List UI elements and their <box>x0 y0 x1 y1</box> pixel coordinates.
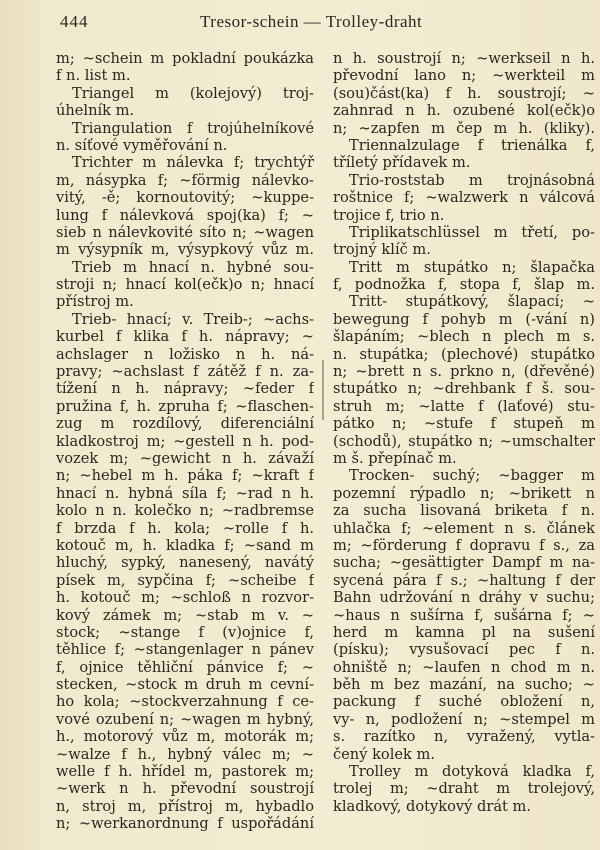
text-line: hluchý, sypký, nanesený, navátý <box>56 554 314 572</box>
text-line: Trocken- suchý; ~bagger m <box>349 467 595 485</box>
text-line: s. razítko n, vyražený, vytla- <box>333 728 595 746</box>
text-line: stroji n; hnací kol(ečk)o n; hnací <box>56 276 314 294</box>
left-column <box>56 50 314 833</box>
text-line: Trieb- hnací; v. Treib-; ~achs- <box>72 310 314 328</box>
text-line: sycená pára f s.; ~haltung f der <box>333 571 595 589</box>
page-header <box>0 6 600 36</box>
text-line: ohniště n; ~laufen n chod m n. <box>333 658 595 676</box>
text-line: n; ~zapfen m čep m h. (kliky). <box>333 119 595 137</box>
text-line: ho kola; ~stockverzahnung f ce- <box>56 693 314 711</box>
text-line: hnací n. hybná síla f; ~rad n h. <box>56 484 314 502</box>
text-line: převodní lano n; ~werkteil m <box>333 67 595 85</box>
text-line: uhlačka f; ~element n s. článek <box>333 519 595 537</box>
text-line: bewegung f pohyb m (-vání n) <box>333 310 595 328</box>
text-line: ~werk n h. převodní soustrojí <box>56 780 314 798</box>
text-line: m š. přepínač m. <box>333 449 457 467</box>
text-line: sieb n nálevkovité síto n; ~wagen <box>56 223 314 241</box>
text-line: kladkový, dotykový drát m. <box>333 797 532 815</box>
text-line: stock; ~stange f (v)ojnice f, <box>56 623 314 641</box>
text-line: vitý, -ě; kornoutovitý; ~kuppe- <box>56 189 314 207</box>
text-line: achslager n ložisko n h. ná- <box>56 345 314 363</box>
text-line: (sou)část(ka) f h. soustrojí; ~ <box>333 84 595 102</box>
text-line: (písku); vysušovací pec f n. <box>333 641 595 659</box>
text-line: Trichter m nálevka f; trychtýř <box>72 154 314 172</box>
text-line: trolej m; ~draht m trolejový, <box>333 780 595 798</box>
text-line: stecken, ~stock m druh m cevní- <box>56 676 314 694</box>
text-line: Trolley m dotyková kladka f, <box>349 763 595 781</box>
page-number: 444 <box>60 12 89 31</box>
text-line: f n. list m. <box>56 67 131 85</box>
text-line: h., motorový vůz m, motorák m; <box>56 728 314 746</box>
text-line: trojice f, trio n. <box>333 206 445 224</box>
text-line: Triennalzulage f trienálka f, <box>349 136 595 154</box>
text-line: za sucha lisovaná briketa f n. <box>333 502 595 520</box>
text-line: n; ~brett n s. prkno n, (dřevěné) <box>333 363 595 381</box>
text-line: přístroj m. <box>56 293 134 311</box>
column-divider <box>322 360 324 420</box>
text-line: f brzda f h. kola; ~rolle f h. <box>56 519 314 537</box>
text-line: lung f nálevková spoj(ka) f; ~ <box>56 206 314 224</box>
text-line: kurbel f klika f h. nápravy; ~ <box>56 328 314 346</box>
text-line: písek m, sypčina f; ~scheibe f <box>56 571 314 589</box>
text-line: Triangel m (kolejový) troj- <box>72 84 314 102</box>
text-line: Trio-roststab m trojnásobná <box>349 171 595 189</box>
text-line: Triplikatschlüssel m třetí, po- <box>349 223 595 241</box>
text-line: čený kolek m. <box>333 745 435 763</box>
text-line: pružina f, h. zpruha f; ~flaschen- <box>56 397 314 415</box>
text-line: f, podnožka f, stopa f, šlap m. <box>333 276 595 294</box>
text-line: n, stroj m, přístroj m, hybadlo <box>56 797 314 815</box>
text-line: ~haus n sušírna f, sušárna f; ~ <box>333 606 595 624</box>
text-line: šlapáním; ~blech n plech m s. <box>333 328 595 346</box>
text-line: zahnrad n h. ozubené kol(ečk)o <box>333 102 595 120</box>
text-line: ~walze f h., hybný válec m; ~ <box>56 745 314 763</box>
text-line: těhlice f; ~stangenlager n pánev <box>56 641 314 659</box>
text-line: h. kotouč m; ~schloß n rozvor- <box>56 589 314 607</box>
text-line: Tritt- stupátkový, šlapací; ~ <box>349 293 595 311</box>
text-line: n; ~hebel m h. páka f; ~kraft f <box>56 467 314 485</box>
text-line: Trieb m hnací n. hybné sou- <box>72 258 314 276</box>
text-line: Triangulation f trojúhelníkové <box>72 119 314 137</box>
text-line: n. stupátka; (plechové) stupátko <box>333 345 595 363</box>
text-line: tížení n h. nápravy; ~feder f <box>56 380 314 398</box>
text-line: m výsypník m, výsypkový vůz m. <box>56 241 314 259</box>
text-line: herd m kamna pl na sušení <box>333 623 595 641</box>
text-line: stupátko n; ~drehbank f š. sou- <box>333 380 595 398</box>
text-line: sucha; ~gesättigter Dampf m na- <box>333 554 595 572</box>
text-line: m; ~förderung f dopravu f s., za <box>333 536 595 554</box>
text-line: úhelník m. <box>56 102 135 120</box>
text-line: packung f suché obložení n, <box>333 693 595 711</box>
text-line: vozek m; ~gewicht n h. závaží <box>56 449 314 467</box>
text-line: m; ~schein m pokladní poukázka <box>56 50 314 67</box>
text-line: kotouč m, h. kladka f; ~sand m <box>56 536 314 554</box>
text-line: běh m bez mazání, na sucho; ~ <box>333 676 595 694</box>
text-line: kový zámek m; ~stab m v. ~ <box>56 606 314 624</box>
text-line: (schodů), stupátko n; ~umschalter <box>333 432 595 450</box>
text-line: welle f h. hřídel m, pastorek m; <box>56 763 314 781</box>
text-line: n; ~werkanordnung f uspořádání <box>56 815 314 833</box>
right-column <box>333 50 595 815</box>
running-head: Tresor-schein — Trolley-draht <box>200 12 423 31</box>
text-line: pátko n; ~stufe f stupeň m <box>333 415 595 433</box>
text-line: zug m rozdílový, diferenciální <box>56 415 314 433</box>
text-line: kladkostroj m; ~gestell n h. pod- <box>56 432 314 450</box>
text-line: trojný klíč m. <box>333 241 431 259</box>
text-line: struh m; ~latte f (laťové) stu- <box>333 397 595 415</box>
text-line: f, ojnice těhliční pánvice f; ~ <box>56 658 314 676</box>
text-line: n. síťové vyměřování n. <box>56 136 228 154</box>
text-line: pozemní rýpadlo n; ~brikett n <box>333 484 595 502</box>
text-line: n h. soustrojí n; ~werkseil n h. <box>333 50 595 67</box>
text-line: Bahn udržování n dráhy v suchu; <box>333 589 595 607</box>
text-line: kolo n n. kolečko n; ~radbremse <box>56 502 314 520</box>
text-line: pravy; ~achslast f zátěž f n. za- <box>56 363 314 381</box>
text-line: vové ozubení n; ~wagen m hybný, <box>56 710 314 728</box>
text-line: m, násypka f; ~förmig nálevko- <box>56 171 314 189</box>
text-line: roštnice f; ~walzwerk n válcová <box>333 189 595 207</box>
text-line: Tritt m stupátko n; šlapačka <box>349 258 595 276</box>
text-line: tříletý přídavek m. <box>333 154 471 172</box>
text-line: vy- n, podložení n; ~stempel m <box>333 710 595 728</box>
